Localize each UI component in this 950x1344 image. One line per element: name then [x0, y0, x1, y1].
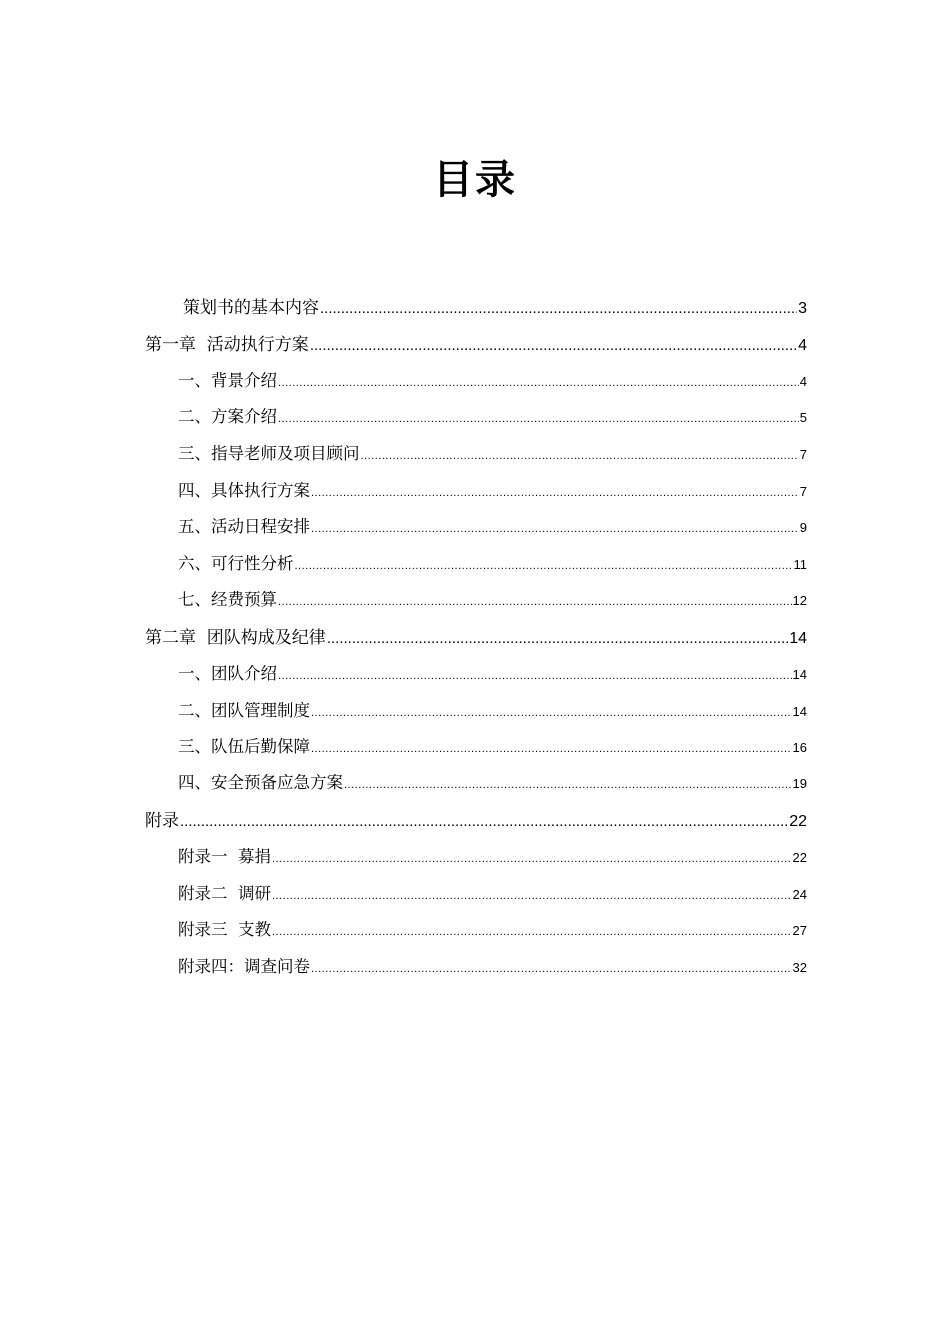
toc-leader-dots [327, 630, 788, 647]
toc-page-number: 22 [789, 813, 807, 830]
toc-entry[interactable] [178, 697, 807, 727]
toc-leader-dots [310, 337, 797, 354]
toc-page-number: 7 [799, 447, 807, 462]
toc-page-number: 14 [792, 667, 807, 682]
toc-entry[interactable] [178, 660, 807, 690]
toc-entry-label: 第二章 团队构成及纪律 [145, 628, 326, 648]
toc-entry-label: 附录二 调研 [178, 884, 271, 903]
toc-leader-dots [361, 450, 799, 462]
toc-leader-dots [278, 377, 799, 389]
toc-leader-dots [311, 707, 792, 719]
toc-entry-label: 附录 [145, 811, 179, 831]
toc-entry[interactable] [178, 953, 807, 983]
toc-leader-dots [272, 890, 792, 902]
toc-page-number: 11 [793, 557, 807, 572]
toc-page-number: 24 [792, 887, 807, 902]
toc-page-number: 4 [798, 337, 807, 354]
toc-page-number: 27 [792, 923, 807, 938]
toc-page-number: 12 [792, 593, 807, 608]
toc-page-number: 14 [789, 630, 807, 647]
toc-leader-dots [344, 779, 792, 791]
toc-leader-dots [311, 523, 799, 535]
toc-entry-label: 策划书的基本内容 [183, 298, 319, 318]
toc-entry-label: 七、经费预算 [178, 590, 277, 609]
toc-entry-label: 六、可行性分析 [178, 554, 294, 573]
toc-leader-dots [180, 813, 788, 830]
toc-entry[interactable] [178, 916, 807, 946]
toc-entry-label: 五、活动日程安排 [178, 517, 310, 536]
toc-entry-label: 二、方案介绍 [178, 407, 277, 426]
toc-page-number: 19 [792, 776, 807, 791]
toc-entry-label: 一、背景介绍 [178, 371, 277, 390]
toc-entry[interactable] [178, 843, 807, 873]
toc-entry[interactable] [178, 550, 807, 580]
toc-page-number: 32 [792, 960, 807, 975]
toc-page-number: 3 [798, 300, 807, 317]
toc-entry[interactable] [145, 330, 807, 360]
toc-entry-label: 四、安全预备应急方案 [178, 773, 343, 792]
toc-entry-label: 二、团队管理制度 [178, 701, 310, 720]
toc-leader-dots [311, 487, 799, 499]
toc-entry[interactable] [178, 367, 807, 397]
toc-leader-dots [320, 300, 797, 317]
toc-entry[interactable] [145, 806, 807, 836]
toc-entry[interactable] [178, 733, 807, 763]
toc-entry-label: 第一章 活动执行方案 [145, 335, 309, 355]
toc-leader-dots [278, 670, 792, 682]
toc-entry-label: 附录一 募捐 [178, 847, 271, 866]
toc-entry[interactable] [178, 477, 807, 507]
toc-entry-label: 四、具体执行方案 [178, 481, 310, 500]
toc-page-number: 4 [799, 374, 807, 389]
toc-entry[interactable] [178, 586, 807, 616]
toc-page-number: 22 [792, 850, 807, 865]
toc-leader-dots [272, 853, 792, 865]
toc-page-number: 14 [792, 704, 807, 719]
toc-leader-dots [295, 560, 793, 572]
page-title: 目录 [433, 157, 517, 203]
toc-entry[interactable] [178, 403, 807, 433]
toc-leader-dots [272, 926, 792, 938]
toc-entry[interactable] [178, 513, 807, 543]
toc-entry[interactable] [178, 440, 807, 470]
toc-entry-label: 附录三 支教 [178, 920, 271, 939]
toc-entry[interactable] [178, 880, 807, 910]
toc-leader-dots [311, 963, 792, 975]
toc-entry-label: 附录四：调查问卷 [178, 957, 310, 976]
toc-leader-dots [278, 596, 792, 608]
toc-entry-label: 三、队伍后勤保障 [178, 737, 310, 756]
toc-leader-dots [278, 413, 799, 425]
toc-page-number: 7 [799, 484, 807, 499]
toc-page-number: 9 [799, 520, 807, 535]
toc-entry-label: 一、团队介绍 [178, 664, 277, 683]
toc-entry[interactable] [145, 623, 807, 653]
toc-page-number: 5 [799, 410, 807, 425]
toc-entry[interactable] [178, 769, 807, 799]
toc-entry[interactable] [183, 293, 807, 323]
toc-entry-label: 三、指导老师及项目顾问 [178, 444, 360, 463]
toc-leader-dots [311, 743, 792, 755]
toc-page-number: 16 [792, 740, 807, 755]
